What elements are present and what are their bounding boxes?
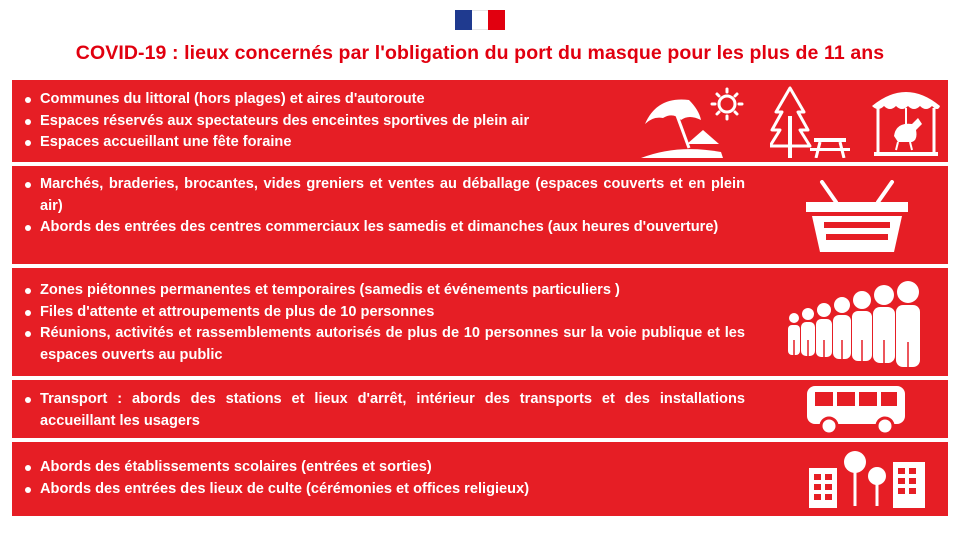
- republique-francaise-logo: [455, 10, 505, 30]
- bullet-list: [40, 457, 745, 500]
- bullet-list: [40, 389, 745, 432]
- list-item: Files d'attente et attroupements de plus de 10 personnes: [40, 302, 745, 324]
- shopping-basket-icon: [802, 180, 912, 254]
- list-item: Espaces accueillant une fête foraine: [40, 132, 745, 154]
- list-item: Transport : abords des stations et lieux d'arrêt, intérieur des transports et des installations accueillant les usagers: [40, 389, 745, 432]
- page-title: COVID-19 : lieux concernés par l'obligation du port du masque pour les plus de 11 ans: [75, 42, 885, 64]
- list-item: Réunions, activités et rassemblements autorisés de plus de 10 personnes sur la voie publique et les espaces ouverts au public: [40, 323, 745, 366]
- queue-of-people-icon: [784, 280, 934, 370]
- list-item: Abords des entrées des lieux de culte (cérémonies et offices religieux): [40, 479, 745, 501]
- list-item: Espaces réservés aux spectateurs des enceintes sportives de plein air: [40, 111, 745, 133]
- panel-coastal-sports-fairs: [12, 80, 948, 162]
- panel-markets-shopping: [12, 166, 948, 264]
- panel-schools-worship: [12, 442, 948, 516]
- list-item: Abords des entrées des centres commerciaux les samedis et dimanches (aux heures d'ouverture): [40, 217, 745, 239]
- list-item: Communes du littoral (hors plages) et aires d'autoroute: [40, 89, 745, 111]
- list-item: Marchés, braderies, brocantes, vides greniers et ventes au déballage (espaces couverts et en plein air): [40, 174, 745, 217]
- bullet-list: [40, 174, 745, 239]
- buildings-trees-icon: [807, 448, 929, 510]
- list-item: Zones piétonnes permanentes et temporaires (samedis et événements particuliers ): [40, 280, 745, 302]
- list-item: Abords des établissements scolaires (entrées et sorties): [40, 457, 745, 479]
- bullet-list: [40, 280, 745, 366]
- panel-gatherings: [12, 268, 948, 376]
- beach-umbrella-sun-icon: [637, 86, 757, 158]
- bus-icon: [805, 384, 907, 436]
- carousel-horse-icon: [868, 84, 944, 158]
- panel-transport: [12, 380, 948, 438]
- tree-picnic-table-icon: [770, 86, 850, 158]
